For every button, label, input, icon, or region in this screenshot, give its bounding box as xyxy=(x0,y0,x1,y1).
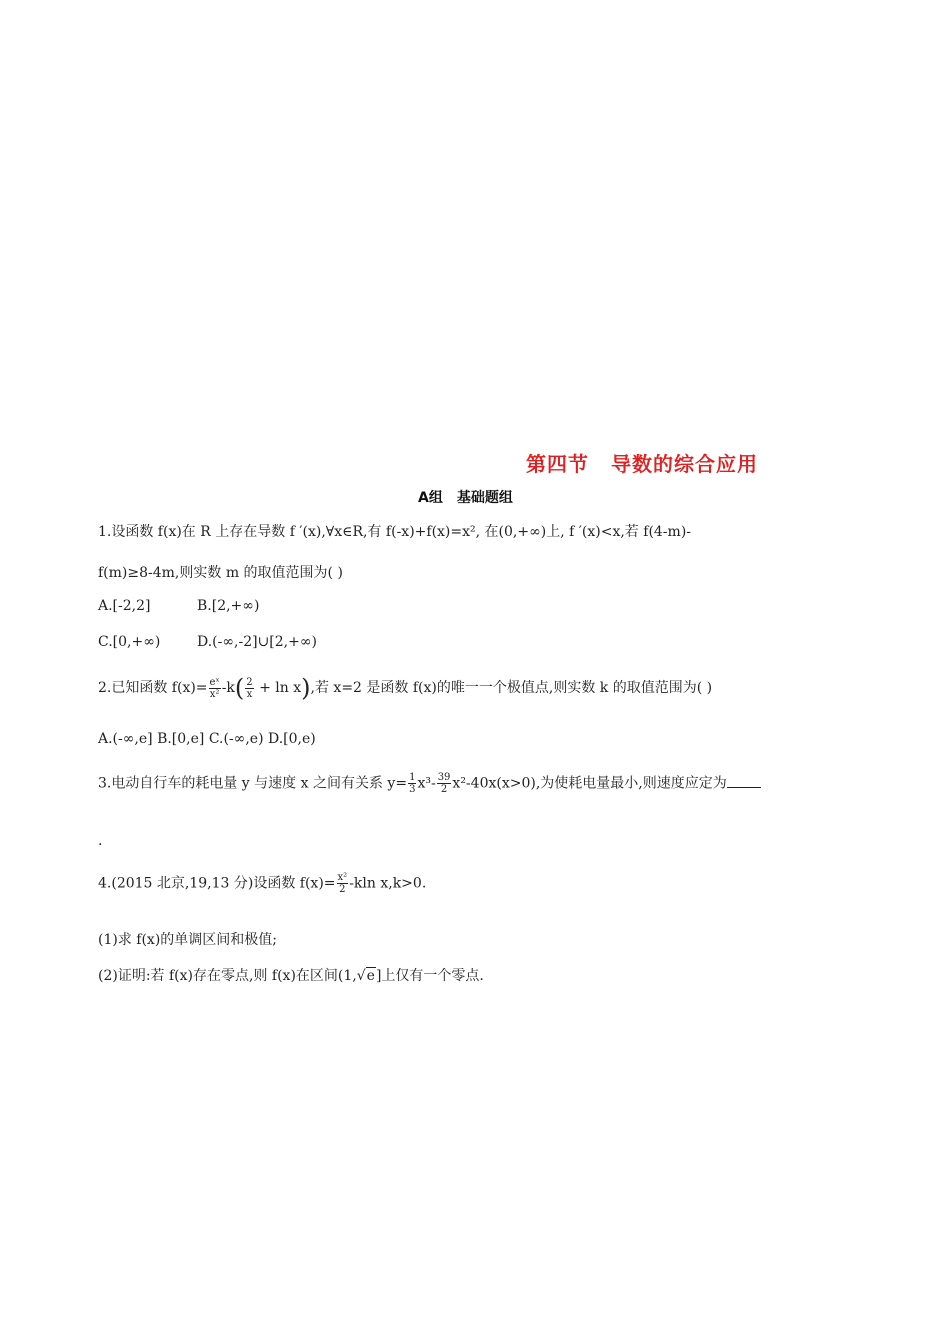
group-heading xyxy=(418,487,513,507)
sqrt-icon: √e xyxy=(356,968,375,984)
group-name: 基础题组 xyxy=(456,490,513,506)
q2-prefix: 2.已知函数 f(x)= xyxy=(98,680,208,696)
q3-frac2-den: 2 xyxy=(440,784,448,795)
q2-frac1-num: eˣ xyxy=(209,676,220,688)
q2-fraction-2 xyxy=(245,677,253,700)
group-label: A组 xyxy=(418,490,443,506)
q1-option-b: B.[2,+∞) xyxy=(197,598,260,614)
q3-mid2: x²-40x(x>0),为使耗电量最小,则速度应定为 xyxy=(452,775,727,792)
q4-sub2-suffix: ]上仅有一个零点. xyxy=(375,968,484,984)
q3-answer-blank xyxy=(727,775,761,788)
q4-sub2-prefix: (2)证明:若 f(x)存在零点,则 f(x)在区间(1, xyxy=(98,968,357,984)
q2-paren-open: ( xyxy=(234,674,245,702)
q2-frac1-den: x² xyxy=(209,688,220,700)
q3-stem xyxy=(98,772,761,795)
q4-fraction xyxy=(337,872,349,895)
q3-frac1-den: 3 xyxy=(409,784,416,795)
q3-frac1-num: 1 xyxy=(409,772,416,783)
q2-options: A.(-∞,e] B.[0,e] C.(-∞,e) D.[0,e) xyxy=(98,731,316,747)
q2-mid: -k xyxy=(221,680,235,696)
q4-stem xyxy=(98,872,426,895)
q3-fraction-2 xyxy=(437,772,452,795)
q4-frac-num: x² xyxy=(337,872,348,883)
q1-option-a: A.[-2,2] xyxy=(98,598,151,614)
q2-paren-close: ) xyxy=(301,674,311,702)
q2-stem xyxy=(98,674,712,702)
q3-prefix: 3.电动自行车的耗电量 y 与速度 x 之间有关系 y= xyxy=(98,775,408,792)
q1-option-c: C.[0,+∞) xyxy=(98,634,161,650)
section-title xyxy=(526,448,758,477)
q4-sub2 xyxy=(98,965,484,985)
q1-line1: 1.设函数 f(x)在 R 上存在导数 f ′(x),∀x∈R,有 f(-x)+f(x)=x², 在(0,+∞)上, f ′(x)<x,若 f(4-m)- xyxy=(98,524,692,540)
q4-sub1: (1)求 f(x)的单调区间和极值; xyxy=(98,932,277,948)
section-number: 第四节 xyxy=(526,452,589,476)
q3-frac2-num: 39 xyxy=(437,772,451,783)
q3-fraction-1 xyxy=(408,772,416,795)
q4-sqrt-radicand: e xyxy=(366,968,375,984)
q3-end: . xyxy=(98,833,103,849)
q2-suffix: ,若 x=2 是函数 f(x)的唯一一个极值点,则实数 k 的取值范围为( ) xyxy=(310,680,713,696)
q3-mid1: x³- xyxy=(417,775,436,792)
q1-option-d: D.(-∞,-2]∪[2,+∞) xyxy=(197,634,317,650)
q4-frac-den: 2 xyxy=(339,884,346,895)
q4-suffix: -kln x,k>0. xyxy=(349,875,427,892)
q2-frac2-num: 2 xyxy=(246,676,253,688)
q2-frac2-den: x xyxy=(246,688,253,700)
q1-line2: f(m)≥8-4m,则实数 m 的取值范围为( ) xyxy=(98,565,343,581)
q2-ln: + ln x xyxy=(254,680,302,696)
q2-fraction-1 xyxy=(209,677,221,700)
section-name: 导数的综合应用 xyxy=(611,452,758,476)
q4-prefix: 4.(2015 北京,19,13 分)设函数 f(x)= xyxy=(98,875,336,892)
